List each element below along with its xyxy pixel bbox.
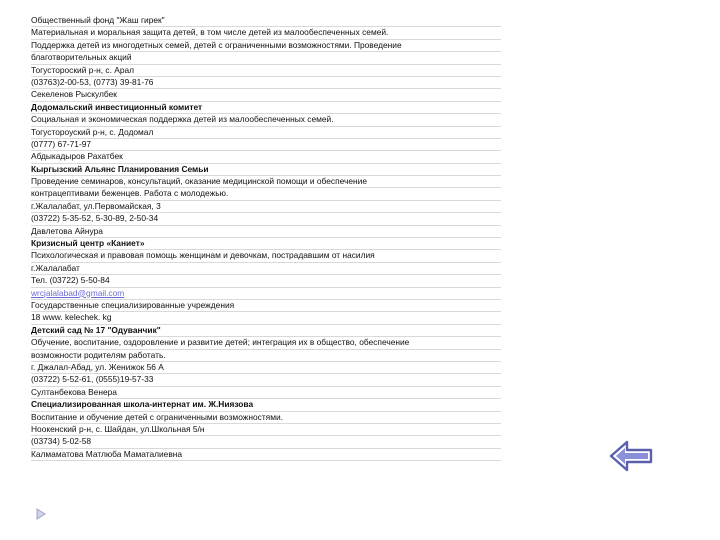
text-line: Проведение семинаров, консультаций, оказание медицинской помощи и обеспечение: [31, 176, 367, 187]
org-title: Додомальский инвестиционный комитет: [31, 101, 203, 112]
text-line: (0777) 67-71-97: [31, 138, 92, 149]
text-line: Калмаматова Матлюба Маматалиевна: [31, 448, 183, 459]
email-link[interactable]: wrcjalalabad@gmail.com: [31, 287, 125, 298]
text-line: (03763)2-00-53, (0773) 39-81-76: [31, 76, 154, 87]
text-line: Психологическая и правовая помощь женщинам и девочкам, пострадавшим от насилия: [31, 250, 375, 261]
text-line: 18 www. kelechek. kg: [31, 312, 112, 323]
text-line: (03722) 5-35-52, 5-30-89, 2-50-34: [31, 213, 159, 224]
text-line: Воспитание и обучение детей с ограниченными возможностями.: [31, 411, 283, 422]
text-line: благотворительных акций: [31, 52, 132, 63]
text-line: Секеленов Рыскулбек: [31, 89, 117, 100]
text-line: контрацептивами беженцев. Работа с молодежью.: [31, 188, 229, 199]
text-line: Общественный фонд "Жаш гирек": [31, 15, 165, 25]
triangle-bullet-icon: [36, 508, 46, 520]
text-line: Поддержка детей из многодетных семей, детей с ограниченными возможностями. Проведение: [31, 39, 402, 50]
text-line: Социальная и экономическая поддержка детей из малообеспеченных семей.: [31, 114, 334, 125]
org-title: Детский сад № 17 "Одуванчик": [31, 324, 161, 335]
text-line: (03722) 5-52-61, (0555)19-57-33: [31, 374, 154, 385]
text-line: Абдыкадыров Рахатбек: [31, 151, 123, 162]
org-title: Кыргызский Альянс Планирования Семьи: [31, 163, 209, 174]
text-line: г. Джалал-Абад, ул. Женижок 56 А: [31, 361, 164, 372]
text-line: Ноокенский р-н, с. Шайдан, ул.Школьная 5/н: [31, 423, 205, 434]
text-line: Обучение, воспитание, оздоровление и развитие детей; интеграция их в общество, обеспечение: [31, 337, 410, 348]
text-line: (03734) 5-02-58: [31, 436, 92, 447]
document-body: [31, 15, 501, 461]
text-line: Султанбекова Венера: [31, 386, 117, 397]
text-line: Тогустороуский р-н, с. Додомал: [31, 126, 154, 137]
back-arrow-icon[interactable]: [608, 438, 654, 474]
text-line: возможности родителям работать.: [31, 349, 166, 360]
text-line: Тогусторoский р-н, с. Арал: [31, 64, 135, 75]
text-line: Тел. (03722) 5-50-84: [31, 275, 110, 286]
org-title: Кризисный центр «Каниет»: [31, 238, 145, 249]
org-title: Специализированная школа-интернат им. Ж.Ниязова: [31, 399, 254, 410]
text-line: Государственные специализированные учреждения: [31, 299, 235, 310]
text-line: Давлетова Айнура: [31, 225, 103, 236]
text-line: Материальная и моральная защита детей, в том числе детей из малообеспеченных семей.: [31, 27, 389, 38]
row-divider: [31, 460, 501, 461]
text-line: г.Жалалабат: [31, 262, 80, 273]
text-line: г.Жалалабат, ул.Первомайская, 3: [31, 200, 161, 211]
